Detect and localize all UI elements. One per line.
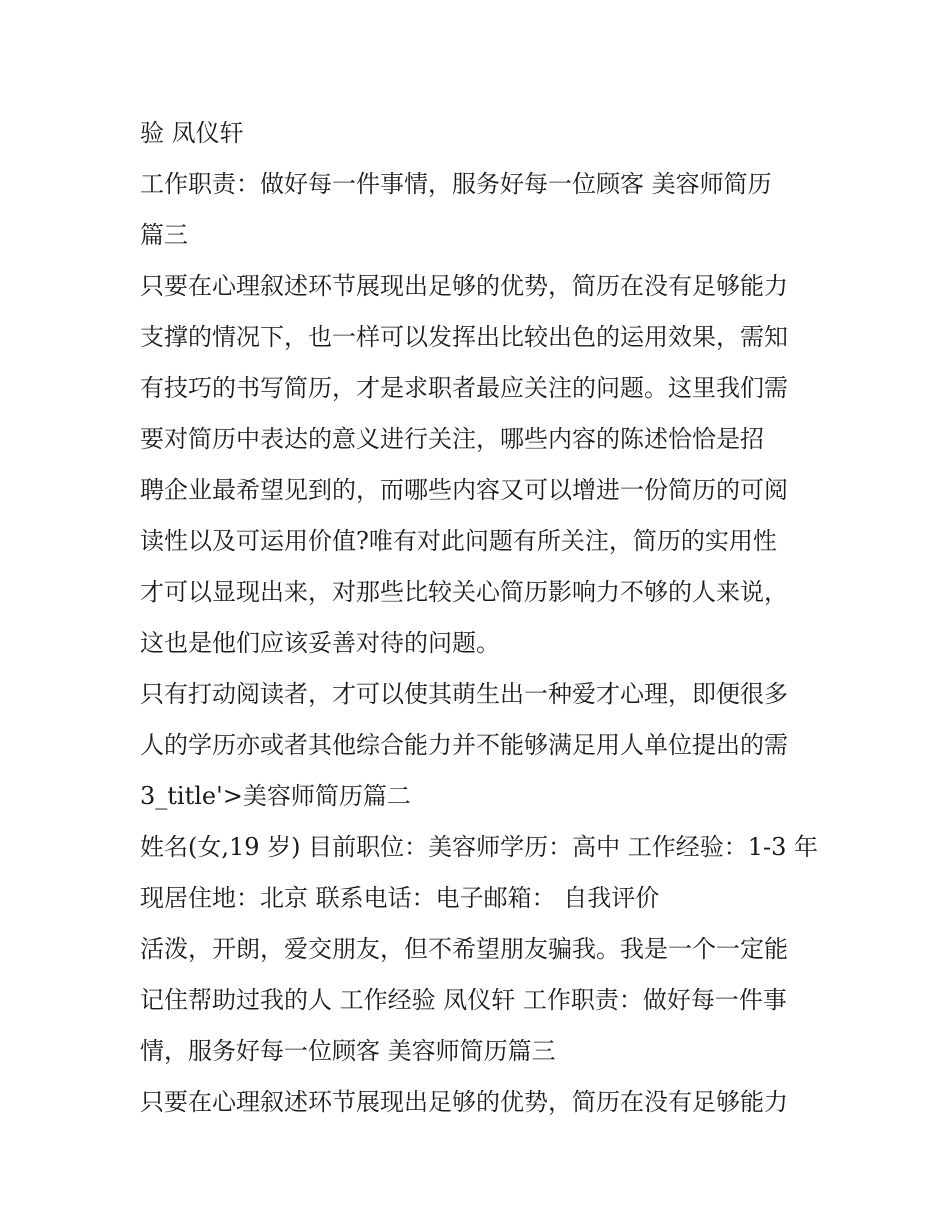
text-line: 读性以及可运用价值?唯有对此问题有所关注，简历的实用性 bbox=[140, 527, 777, 555]
section-title-line: 3_title'>美容师简历篇二 bbox=[140, 782, 411, 810]
document-body bbox=[140, 108, 820, 1128]
text-line: 才可以显现出来，对那些比较关心简历影响力不够的人来说， bbox=[140, 578, 788, 606]
text-line: 人的学历亦或者其他综合能力并不能够满足用人单位提出的需 bbox=[140, 731, 788, 759]
text-line: 活泼，开朗，爱交朋友，但不希望朋友骗我。我是一个一定能 bbox=[140, 935, 788, 963]
text-line: 支撑的情况下，也一样可以发挥出比较出色的运用效果，需知 bbox=[140, 323, 788, 351]
text-line: 验 凤仪轩 bbox=[140, 119, 244, 147]
text-line: 只有打动阅读者，才可以使其萌生出一种爱才心理，即便很多 bbox=[140, 680, 788, 708]
text-line: 情，服务好每一位顾客 美容师简历篇三 bbox=[140, 1037, 556, 1065]
text-line: 篇三 bbox=[140, 221, 188, 249]
text-line: 只要在心理叙述环节展现出足够的优势，简历在没有足够能力 bbox=[140, 1088, 788, 1116]
text-line: 姓名(女,19 岁) 目前职位：美容师学历：高中 工作经验：1-3 年 bbox=[140, 833, 819, 861]
text-line: 有技巧的书写简历，才是求职者最应关注的问题。这里我们需 bbox=[140, 374, 788, 402]
text-line: 现居住地：北京 联系电话：电子邮箱： 自我评价 bbox=[140, 884, 660, 912]
text-line: 聘企业最希望见到的，而哪些内容又可以增进一份简历的可阅 bbox=[140, 476, 788, 504]
text-line: 记住帮助过我的人 工作经验 凤仪轩 工作职责：做好每一件事 bbox=[140, 986, 787, 1014]
text-line: 这也是他们应该妥善对待的问题。 bbox=[140, 629, 500, 657]
text-line: 只要在心理叙述环节展现出足够的优势，简历在没有足够能力 bbox=[140, 272, 788, 300]
text-line: 工作职责：做好每一件事情，服务好每一位顾客 美容师简历 bbox=[140, 170, 772, 198]
text-line: 要对简历中表达的意义进行关注，哪些内容的陈述恰恰是招 bbox=[140, 425, 764, 453]
